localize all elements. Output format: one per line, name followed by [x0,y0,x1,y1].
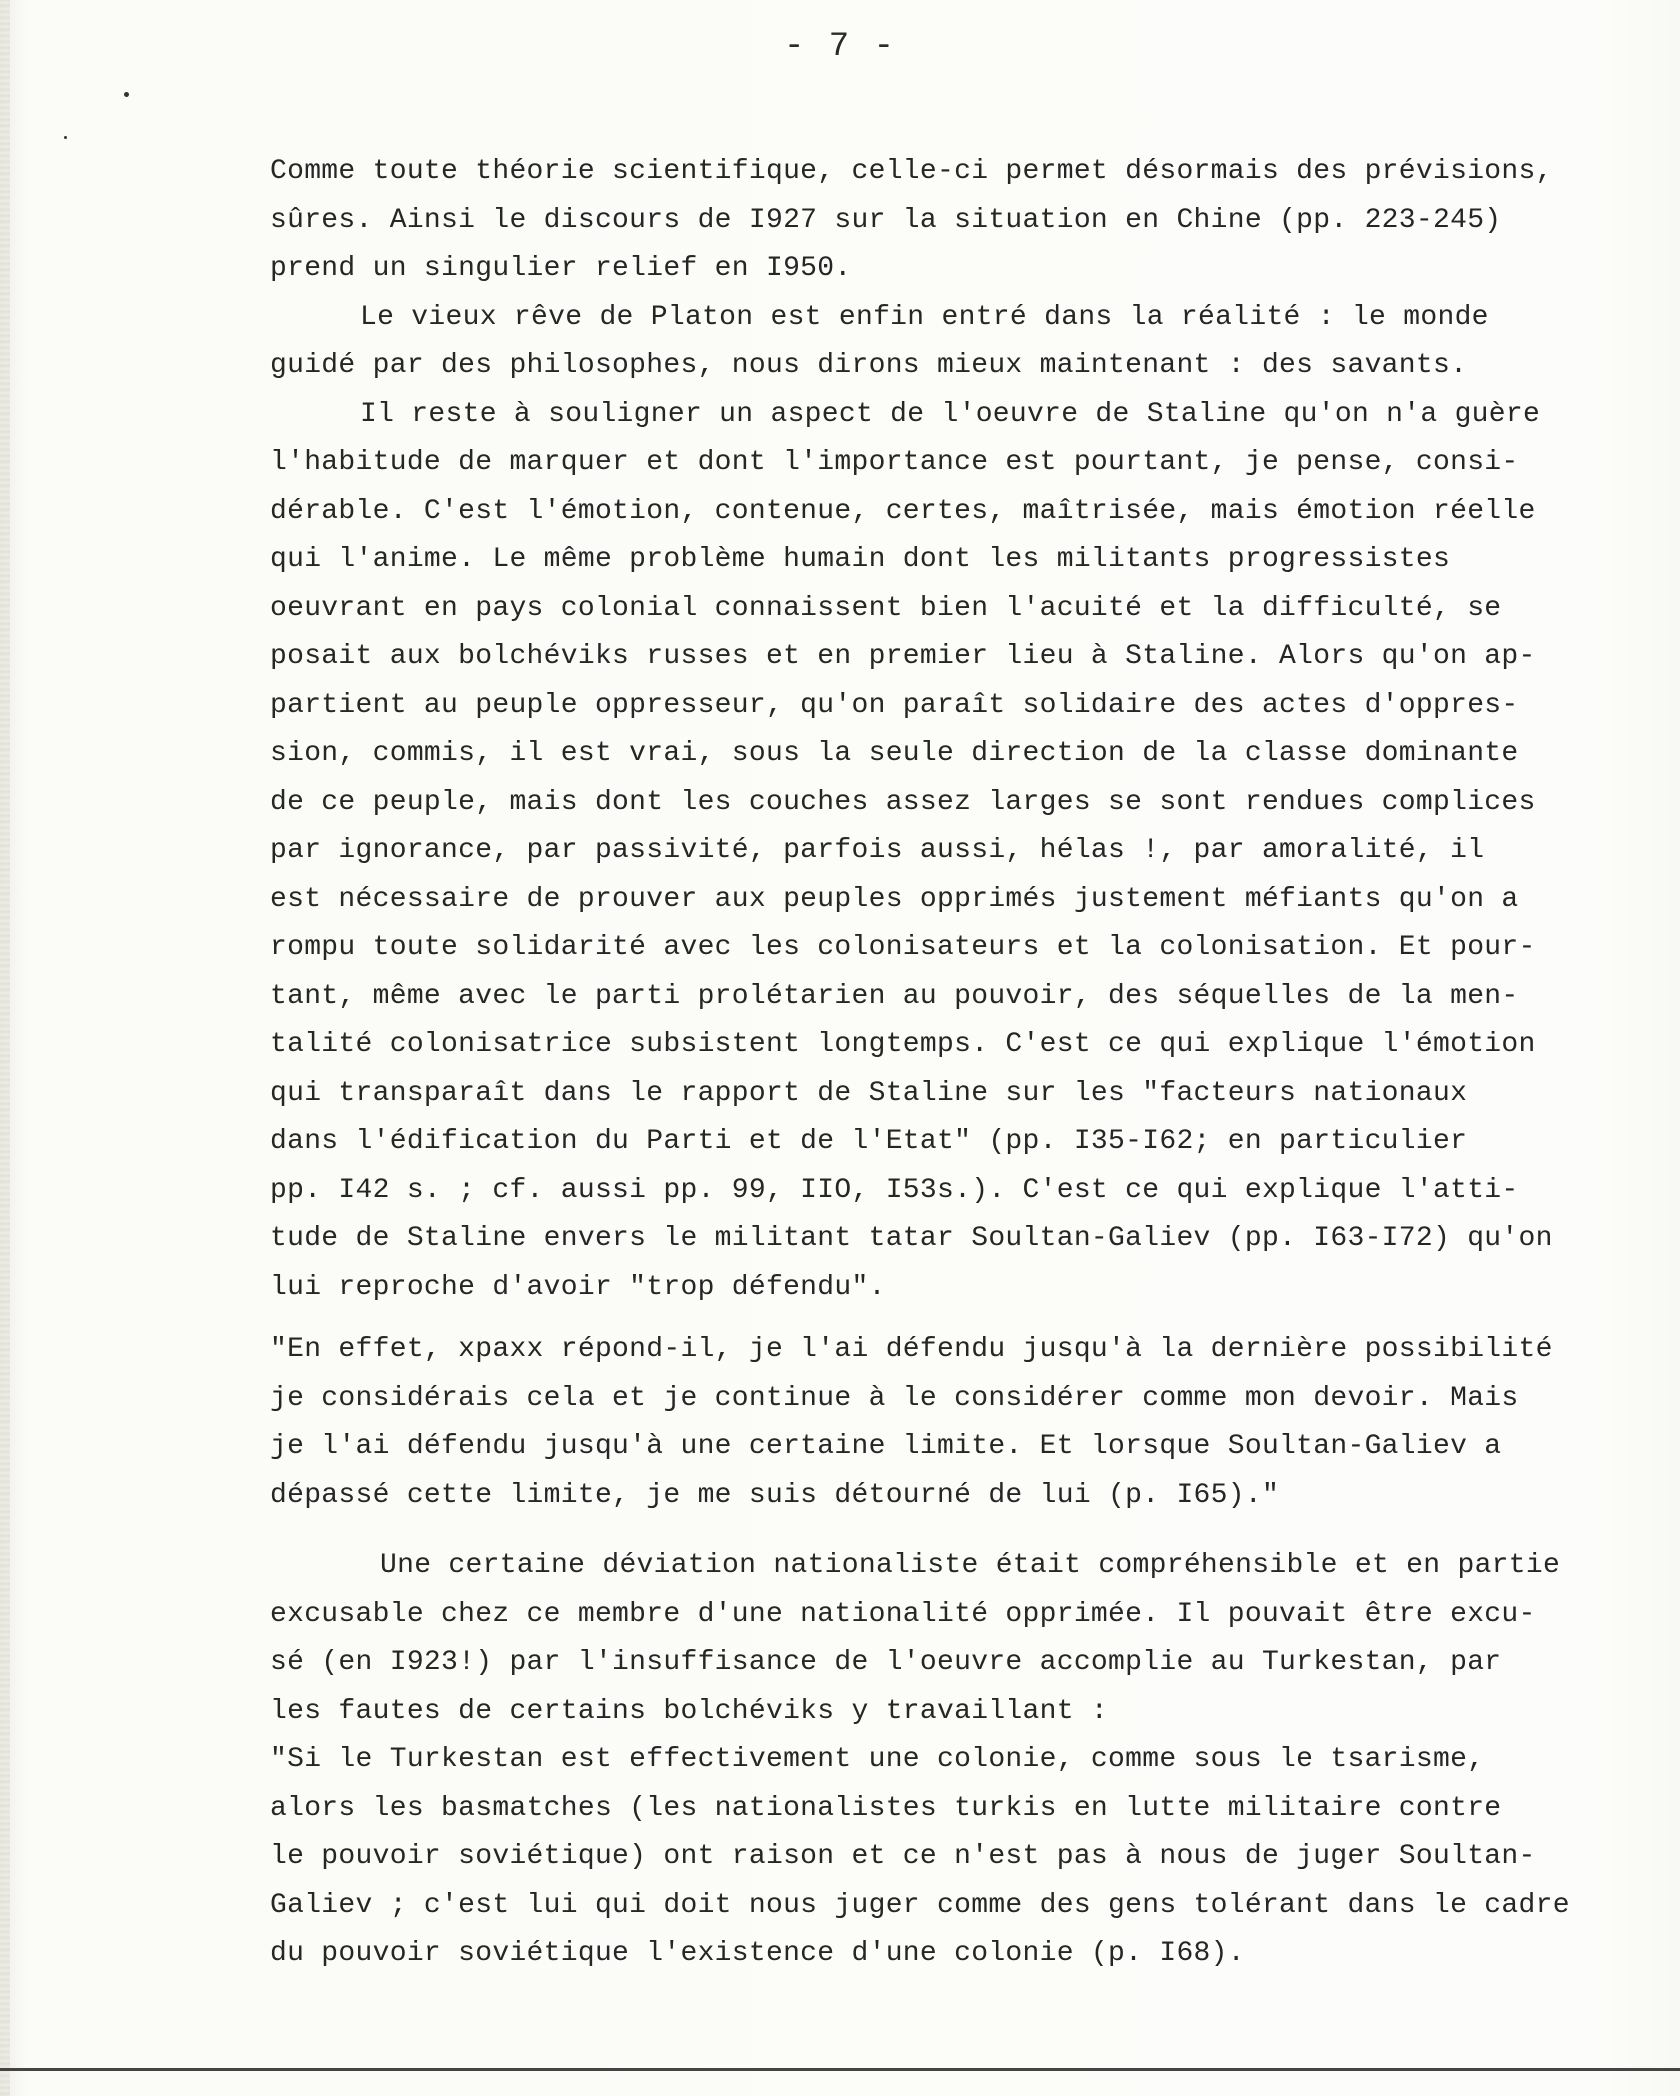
text-line: dérable. C'est l'émotion, contenue, certes, maîtrisée, mais émotion réelle [270,495,1536,527]
ink-speck [64,136,67,139]
text-line: le pouvoir soviétique) ont raison et ce n'est pas à nous de juger Soultan- [270,1841,1536,1872]
paragraph-1 [270,148,1650,294]
text-line: prend un singulier relief en I950. [270,253,852,284]
text-line: excusable chez ce membre d'une nationalité opprimée. Il pouvait être excu- [270,1598,1536,1630]
text-line: Galiev ; c'est lui qui doit nous juger comme des gens tolérant dans le cadre [270,1889,1570,1921]
text-line: sé (en I923!) par l'insuffisance de l'oeuvre accomplie au Turkestan, par [270,1647,1502,1678]
text-line: "Si le Turkestan est effectivement une colonie, comme sous le tsarisme, [270,1744,1485,1775]
text-line: Il reste à souligner un aspect de l'oeuvre de Staline qu'on n'a guère [360,398,1541,430]
text-line: dans l'édification du Parti et de l'Etat" (pp. I35-I62; en particulier [270,1126,1468,1157]
text-line: tude de Staline envers le militant tatar Soultan-Galiev (pp. I63-I72) qu'on [270,1223,1553,1254]
ink-speck [124,92,129,97]
text-line: est nécessaire de prouver aux peuples opprimés justement méfiants qu'on a [270,883,1519,915]
paragraph-gap [270,1312,1650,1326]
text-line: sion, commis, il est vrai, sous la seule direction de la classe dominante [270,738,1519,769]
text-line: de ce peuple, mais dont les couches assez larges se sont rendues complices [270,786,1536,818]
text-line: guidé par des philosophes, nous dirons mieux maintenant : des savants. [270,350,1468,381]
paragraph-4-quote [270,1326,1650,1520]
text-line: par ignorance, par passivité, parfois aussi, hélas !, par amoralité, il [270,835,1485,866]
text-line: les fautes de certains bolchéviks y travaillant : [270,1695,1109,1727]
bottom-rule [0,2068,1680,2071]
text-line: tant, même avec le parti prolétarien au pouvoir, des séquelles de la men- [270,980,1519,1012]
page-number: - 7 - [783,28,897,66]
text-line: du pouvoir soviétique l'existence d'une colonie (p. I68). [270,1938,1245,1969]
text-line: Une certaine déviation nationaliste était compréhensible et en partie [380,1550,1561,1581]
paragraph-gap [270,1520,1650,1542]
text-line: lui reproche d'avoir "trop défendu". [270,1271,886,1303]
text-line: rompu toute solidarité avec les colonisateurs et la colonisation. Et pour- [270,932,1536,963]
paragraph-3 [270,391,1650,1313]
body-text [270,148,1650,1979]
text-line: "En effet, xpaxx répond-il, je l'ai défendu jusqu'à la dernière possibilité [270,1334,1553,1365]
text-line: dépassé cette limite, je me suis détourné de lui (p. I65)." [270,1479,1280,1511]
text-line: l'habitude de marquer et dont l'importance est pourtant, je pense, consi- [270,447,1519,478]
text-line: je l'ai défendu jusqu'à une certaine limite. Et lorsque Soultan-Galiev a [270,1431,1502,1462]
text-line: alors les basmatches (les nationalistes turkis en lutte militaire contre [270,1792,1502,1824]
text-line: talité colonisatrice subsistent longtemps. C'est ce qui explique l'émotion [270,1029,1536,1060]
text-line: Le vieux rêve de Platon est enfin entré dans la réalité : le monde [360,301,1489,333]
text-line: partient au peuple oppresseur, qu'on paraît solidaire des actes d'oppres- [270,689,1519,721]
text-line: Comme toute théorie scientifique, celle-ci permet désormais des prévisions, [270,156,1553,187]
text-line: pp. I42 s. ; cf. aussi pp. 99, IIO, I53s.). C'est ce qui explique l'atti- [270,1174,1519,1206]
paragraph-2 [270,294,1650,391]
text-line: je considérais cela et je continue à le considérer comme mon devoir. Mais [270,1382,1519,1414]
text-line: qui transparaît dans le rapport de Staline sur les "facteurs nationaux [270,1077,1468,1109]
text-line: oeuvrant en pays colonial connaissent bien l'acuité et la difficulté, se [270,592,1502,624]
text-line: qui l'anime. Le même problème humain dont les militants progressistes [270,544,1451,575]
paragraph-5 [270,1542,1650,1979]
scan-edge [0,0,10,2096]
text-line: sûres. Ainsi le discours de I927 sur la situation en Chine (pp. 223-245) [270,204,1502,236]
text-line: posait aux bolchéviks russes et en premier lieu à Staline. Alors qu'on ap- [270,641,1536,672]
